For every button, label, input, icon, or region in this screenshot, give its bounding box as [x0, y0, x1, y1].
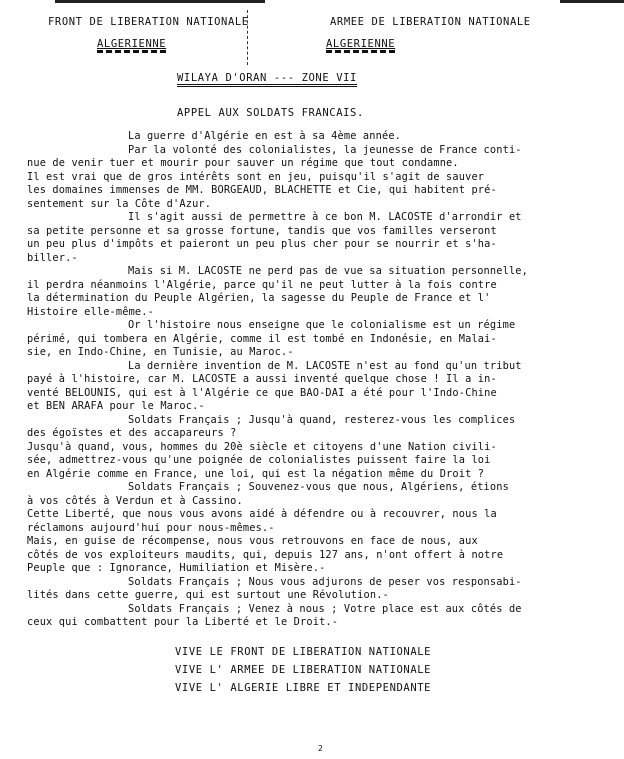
- body-line: sentement sur la Côte d'Azur.: [27, 197, 212, 210]
- body-line: Histoire elle-même.-: [27, 305, 154, 318]
- body-line: les domaines immenses de MM. BORGEAUD, BLACHETTE et Cie, qui habitent pré-: [27, 184, 497, 196]
- header-left-org: FRONT DE LIBERATION NATIONALE: [48, 16, 249, 28]
- body-line: en Algérie comme en France, une loi, qui est la négation même du Droit ?: [27, 467, 485, 480]
- body-line: et BEN ARAFA pour le Maroc.-: [27, 400, 205, 412]
- body-line: venté BELOUNIS, qui est à l'Algérie ce que BAO-DAI a été pour l'Indo-Chine: [27, 386, 497, 399]
- body-line: Mais si M. LACOSTE ne perd pas de vue sa situation personnelle,: [128, 265, 529, 277]
- body-line: Soldats Français ; Nous vous adjurons de peser vos responsabi-: [128, 575, 522, 588]
- body-line: côtés de vos exploiteurs maudits, qui, depuis 127 ans, n'ont offert à notre: [27, 548, 504, 561]
- header-left-sub: ALGERIENNE: [97, 38, 166, 53]
- body-line: il perdra néanmoins l'Algérie, parce qu'il ne peut lutter à la fois contre: [27, 278, 497, 291]
- body-line: à vos côtés à Verdun et à Cassino.: [27, 494, 243, 507]
- body-line: ceux qui combattent pour la Liberté et le Droit.-: [27, 616, 339, 628]
- scan-artifact: [560, 0, 624, 3]
- header-right-org: ARMEE DE LIBERATION NATIONALE: [330, 16, 531, 28]
- body-line: sie, en Indo-Chine, en Tunisie, au Maroc.-: [27, 346, 294, 358]
- page-number: 2: [318, 744, 323, 753]
- body-line: des égoïstes et des accapareurs ?: [27, 427, 237, 439]
- header-right-sub: ALGERIENNE: [326, 38, 395, 53]
- body-line: lités dans cette guerre, qui est surtout une Révolution.-: [27, 589, 389, 601]
- body-line: Mais, en guise de récompense, nous vous retrouvons en face de nous, aux: [27, 535, 478, 547]
- body-line: payé à l'histoire, car M. LACOSTE a aussi inventé quelque chose ! Il a in-: [27, 373, 497, 385]
- body-line: Soldats Français ; Venez à nous ; Votre place est aux côtés de: [128, 602, 522, 615]
- scan-artifact: [55, 0, 265, 3]
- body-line: Il est vrai que de gros intérêts sont en jeu, puisqu'il s'agit de sauver: [27, 170, 485, 183]
- body-line: nue de venir tuer et mourir pour sauver un régime que tout condamne.: [27, 157, 459, 169]
- body-line: la détermination du Peuple Algérien, la sagesse du Peuple de France et l': [27, 292, 491, 304]
- body-line: Cette Liberté, que nous vous avons aidé à défendre ou à recouvrer, nous la: [27, 508, 497, 520]
- body-line: Par la volonté des colonialistes, la jeunesse de France conti-: [128, 143, 522, 156]
- document-title: APPEL AUX SOLDATS FRANCAIS.: [177, 107, 364, 119]
- body-line: Peuple que : Ignorance, Humiliation et Misère.-: [27, 562, 326, 574]
- closing-line-1: VIVE LE FRONT DE LIBERATION NATIONALE: [175, 646, 432, 658]
- body-line: sée, admettrez-vous qu'une poignée de colonialistes puissent faire la loi: [27, 454, 491, 466]
- body-line: périmé, qui tombera en Algérie, comme il est tombé en Indonésie, en Malai-: [27, 332, 497, 345]
- body-line: biller.-: [27, 251, 78, 264]
- body-line: Jusqu'à quand, vous, hommes du 20è siècle et citoyens d'une Nation civili-: [27, 440, 497, 453]
- body-line: La guerre d'Algérie en est à sa 4ème année.: [128, 130, 402, 142]
- body-line: La dernière invention de M. LACOSTE n'est au fond qu'un tribut: [128, 359, 522, 372]
- body-line: sa petite personne et sa grosse fortune, tandis que vos familles verseront: [27, 224, 497, 237]
- body-line: Soldats Français ; Jusqu'à quand, resterez-vous les complices: [128, 413, 516, 426]
- body-line: Il s'agit aussi de permettre à ce bon M. LACOSTE d'arrondir et: [128, 211, 522, 223]
- region-heading: WILAYA D'ORAN --- ZONE VII: [177, 72, 357, 87]
- body-line: un peu plus d'impôts et paieront un peu plus cher pour se nourrir et s'ha-: [27, 238, 497, 250]
- body-line: Soldats Français ; Souvenez-vous que nous, Algériens, étions: [128, 481, 509, 493]
- body-line: réclamons aujourd'hui pour nous-mêmes.-: [27, 521, 275, 534]
- header-divider: [247, 10, 248, 65]
- closing-line-3: VIVE L' ALGERIE LIBRE ET INDEPENDANTE: [175, 682, 432, 694]
- closing-line-2: VIVE L' ARMEE DE LIBERATION NATIONALE: [175, 664, 432, 676]
- body-line: Or l'histoire nous enseigne que le colonialisme est un régime: [128, 319, 516, 331]
- body-text: [27, 130, 607, 630]
